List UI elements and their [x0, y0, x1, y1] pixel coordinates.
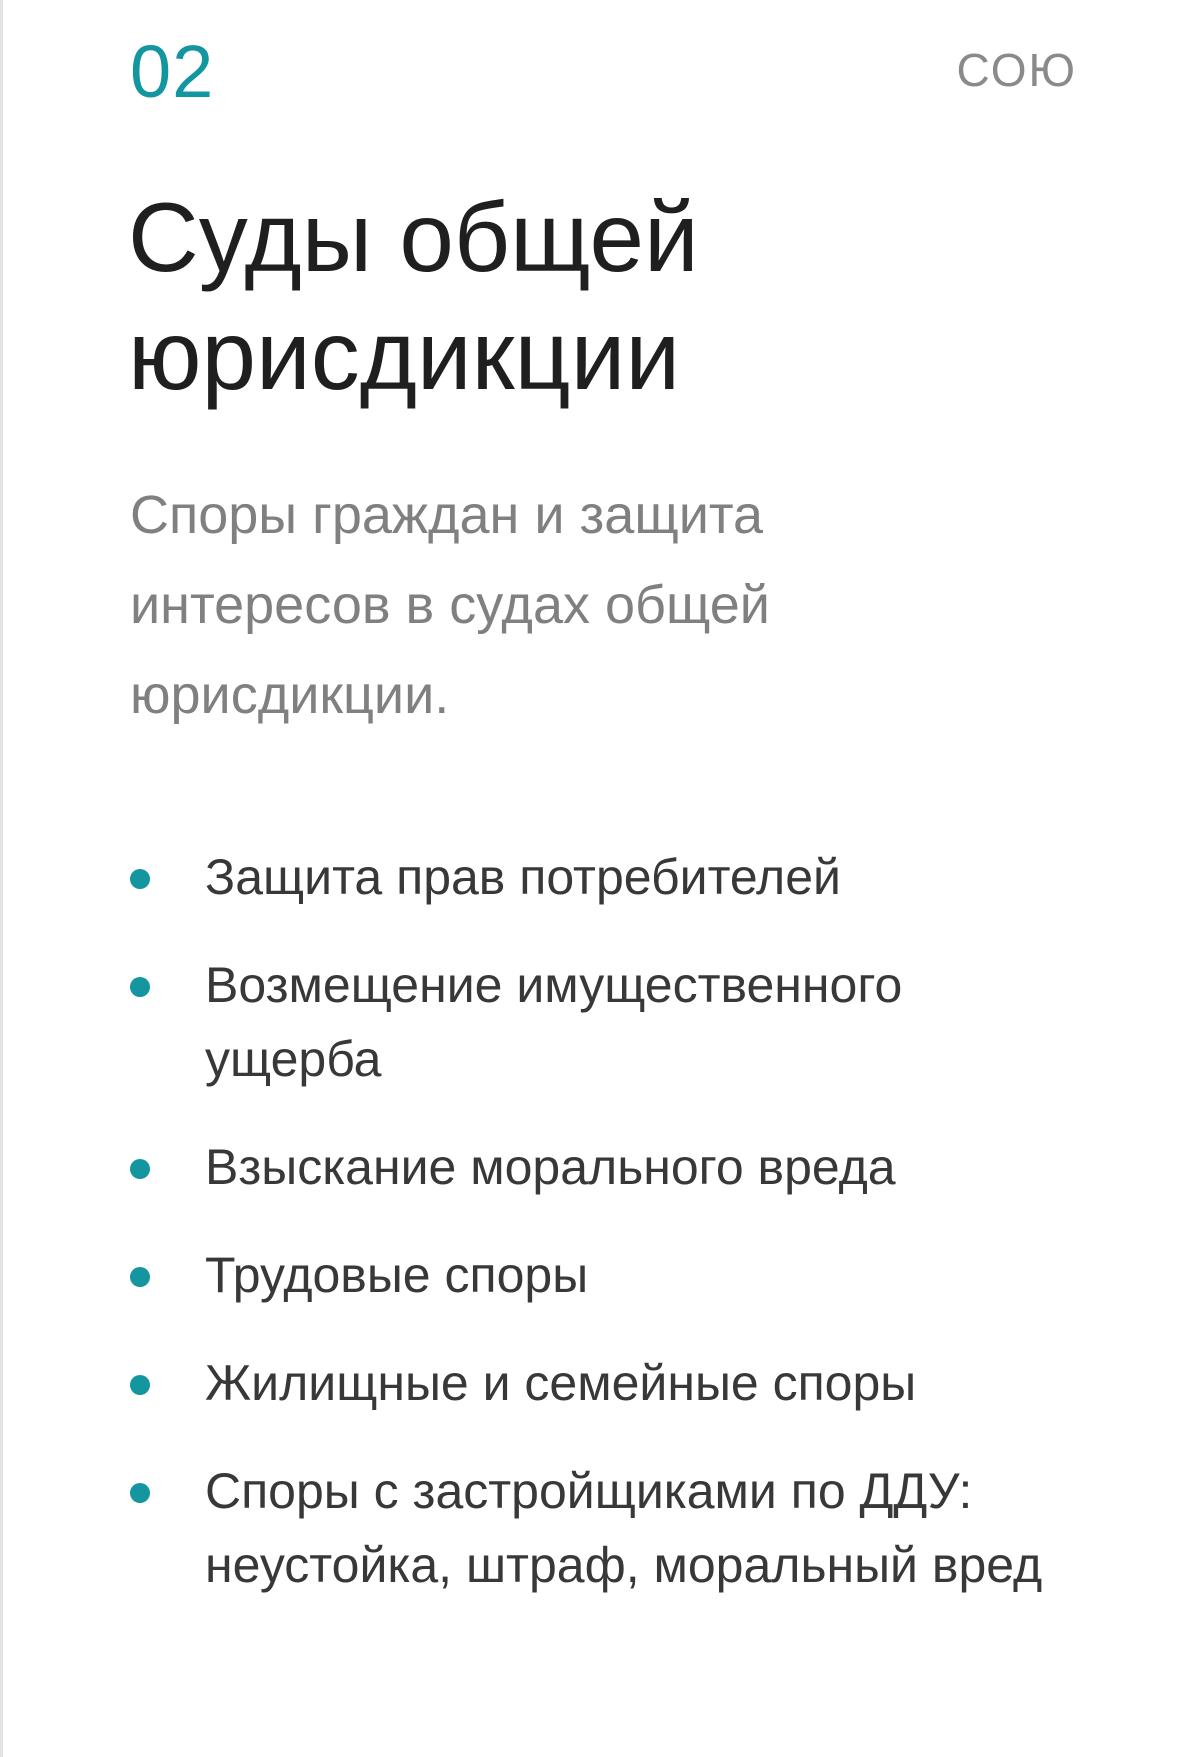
list-item — [128, 840, 1088, 914]
bullet-dot-icon — [130, 1483, 150, 1503]
list-item-label: Жилищные и семейные споры — [205, 1355, 917, 1411]
list-item-label: Возмещение имущественного ущерба — [205, 957, 903, 1087]
list-item — [128, 1130, 1088, 1204]
bullet-dot-icon — [130, 869, 150, 889]
card-description: Споры граждан и защита интересов в судах общей юрисдикции. — [130, 485, 770, 725]
bullet-dot-icon — [130, 1267, 150, 1287]
list-item — [128, 948, 1088, 1096]
services-list — [128, 840, 1088, 1636]
list-item — [128, 1346, 1088, 1420]
card-title: Суды общей юрисдикции — [128, 182, 699, 410]
bullet-dot-icon — [130, 1159, 150, 1179]
card-code: СОЮ — [956, 44, 1077, 96]
list-item — [128, 1238, 1088, 1312]
list-item — [128, 1454, 1088, 1602]
list-item-label: Споры с застройщиками по ДДУ: неустойка, штраф, моральный вред — [205, 1463, 1043, 1593]
card-number: 02 — [130, 30, 215, 113]
list-item-label: Взыскание морального вреда — [205, 1139, 896, 1195]
list-item-label: Защита прав потребителей — [205, 849, 841, 905]
bullet-dot-icon — [130, 1375, 150, 1395]
list-item-label: Трудовые споры — [205, 1247, 589, 1303]
bullet-dot-icon — [130, 977, 150, 997]
